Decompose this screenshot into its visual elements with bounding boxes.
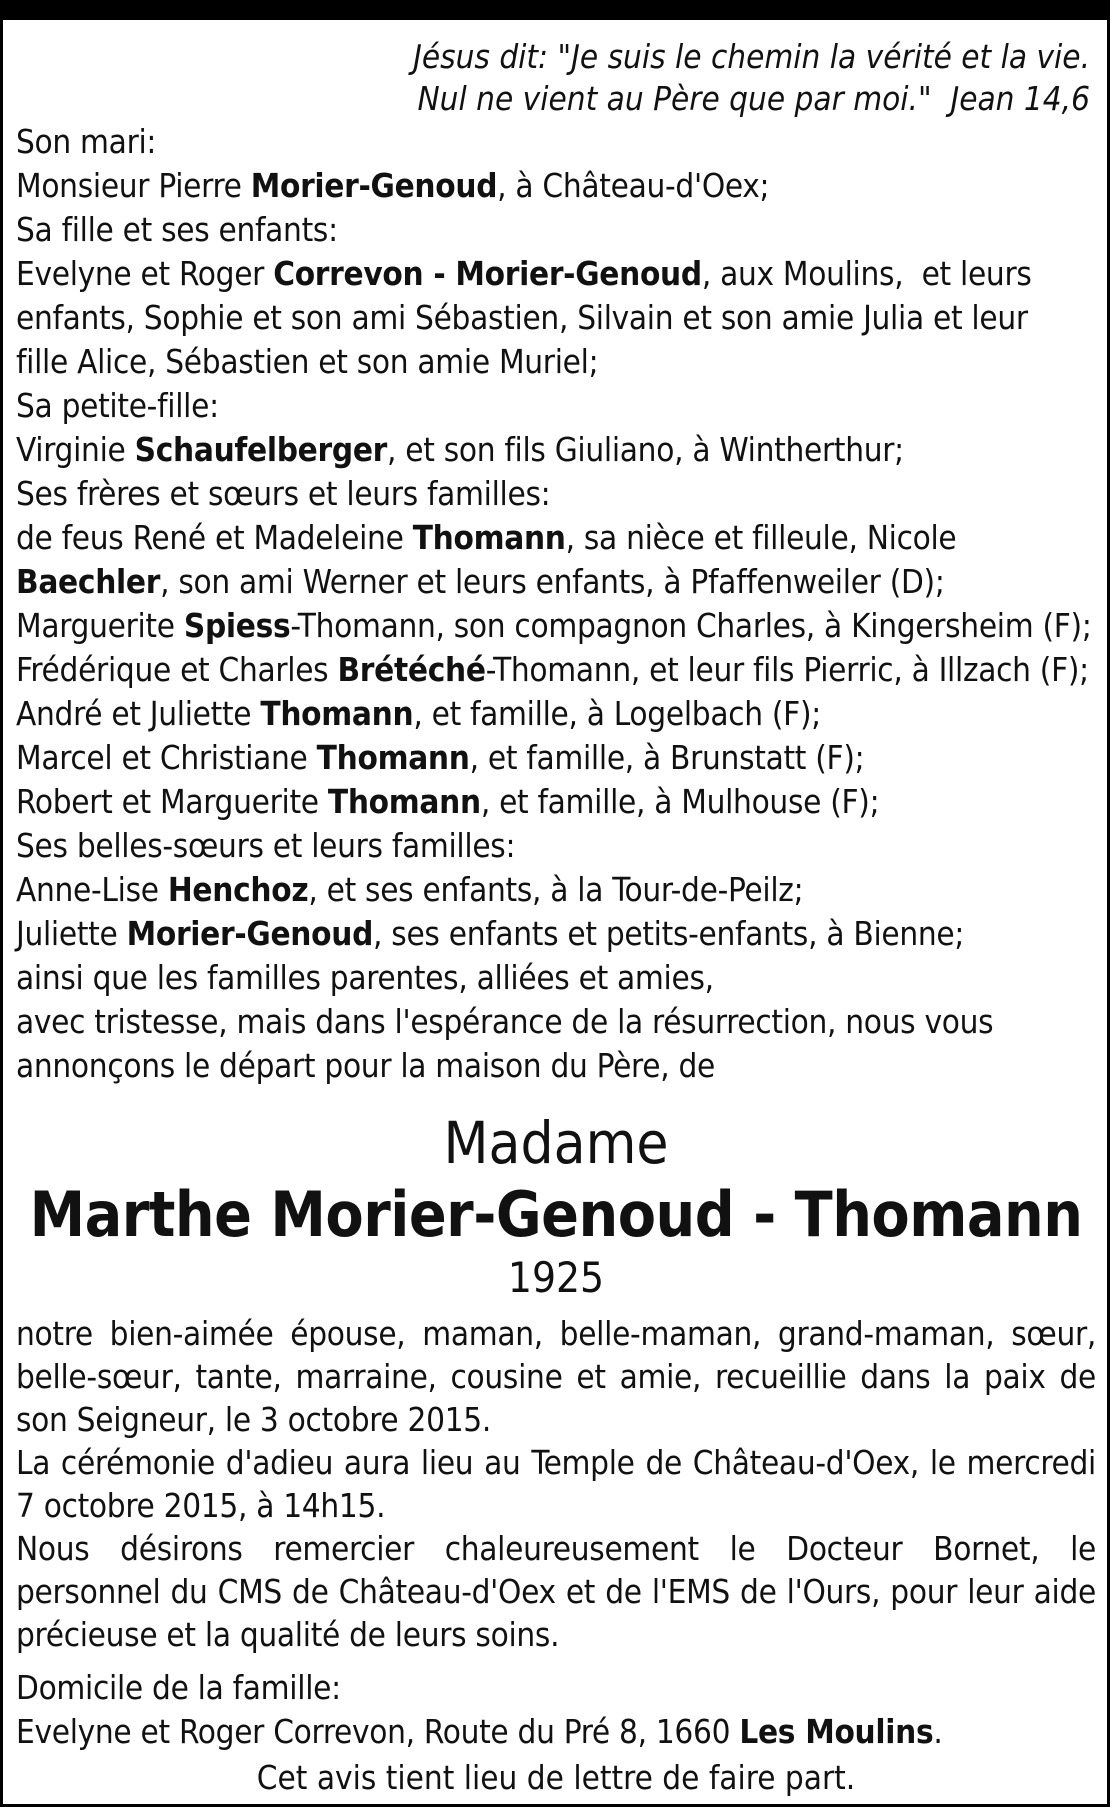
text: Juliette (16, 914, 127, 953)
deceased-name: Marthe Morier-Genoud - Thomann (29, 1178, 1083, 1251)
deceased-title: Madame (443, 1109, 669, 1177)
surname: Morier-Genoud (126, 914, 374, 953)
surname: Schaufelberger (134, 430, 388, 469)
family-line (16, 736, 1096, 780)
family-line (16, 692, 1096, 736)
family-line (16, 604, 1096, 648)
text: , et famille, à Logelbach (F); (413, 694, 821, 733)
surname: Brétéché (337, 650, 486, 689)
family-line: Son mari: (16, 122, 157, 161)
surname: Thomann (316, 738, 470, 777)
family-line (16, 516, 1096, 560)
family-line (16, 648, 1096, 692)
bible-quote (16, 36, 1096, 120)
family-line (16, 164, 1096, 208)
footer-note: Cet avis tient lieu de lettre de faire part. (256, 1758, 856, 1797)
surname: Thomann (412, 518, 566, 557)
quote-line-1: Jésus dit: "Je suis le chemin la vérité et la vie. (413, 37, 1090, 76)
text: , et famille, à Mulhouse (F); (480, 782, 880, 821)
text: Virginie (16, 430, 135, 469)
paragraph-thanks: Nous désirons remercier chaleureusement le Docteur Bornet, le personnel du CMS de Château-d'Oex et de l'EMS de l'Ours, pour leur aide précieuse et la qualité de leurs soins. (16, 1529, 1096, 1654)
text: Robert et Marguerite (16, 782, 328, 821)
domicile-label: Domicile de la famille: (16, 1668, 341, 1707)
surname: Baechler (16, 562, 161, 601)
paragraph-ceremony: La cérémonie d'adieu aura lieu au Temple de Château-d'Oex, le mercredi 7 octobre 2015, à 14h15. (16, 1443, 1096, 1525)
family-line: ainsi que les familles parentes, alliées et amies, (16, 958, 714, 997)
text: Anne-Lise (16, 870, 168, 909)
family-line: Ses frères et sœurs et leurs familles: (16, 474, 551, 513)
text: , et ses enfants, à la Tour-de-Peilz; (308, 870, 804, 909)
family-line (16, 428, 1096, 472)
address-text: Evelyne et Roger Correvon, Route du Pré 8, 1660 (16, 1712, 740, 1751)
family-line: enfants, Sophie et son ami Sébastien, Silvain et son amie Julia et leur (16, 298, 1028, 337)
text: André et Juliette (16, 694, 261, 733)
address-place: Les Moulins (739, 1712, 934, 1751)
domicile-address (16, 1710, 1096, 1754)
domicile-block (16, 1666, 1096, 1754)
family-line: avec tristesse, mais dans l'espérance de la résurrection, nous vous (16, 1002, 994, 1041)
text: , et famille, à Brunstatt (F); (469, 738, 865, 777)
family-line (16, 252, 1096, 296)
family-line: Sa fille et ses enfants: (16, 210, 338, 249)
text: , à Château-d'Oex; (497, 166, 770, 205)
text: , aux Moulins, et leurs (701, 254, 1032, 293)
deceased-year: 1925 (507, 1253, 605, 1302)
surname: Spiess (183, 606, 291, 645)
family-line: annonçons le départ pour la maison du Père, de (16, 1046, 715, 1085)
surname: Thomann (260, 694, 414, 733)
notice-content (16, 36, 1096, 1800)
text: -Thomann, et leur fils Pierric, à Illzach (F); (485, 650, 1089, 689)
surname: Thomann (327, 782, 481, 821)
family-line (16, 868, 1096, 912)
family-line: Sa petite-fille: (16, 386, 219, 425)
surname: Henchoz (167, 870, 309, 909)
address-end: . (933, 1712, 943, 1751)
spacer (16, 1656, 1096, 1666)
text: Monsieur Pierre (16, 166, 251, 205)
surname: Correvon - Morier-Genoud (273, 254, 702, 293)
surname: Morier-Genoud (250, 166, 498, 205)
family-list (16, 120, 1096, 1088)
family-line (16, 912, 1096, 956)
text: Evelyne et Roger (16, 254, 274, 293)
text: , et son fils Giuliano, à Wintherthur; (387, 430, 904, 469)
top-border (0, 0, 1110, 20)
text: , sa nièce et filleule, Nicole (565, 518, 957, 557)
text: Marcel et Christiane (16, 738, 317, 777)
text: Marguerite (16, 606, 184, 645)
text: -Thomann, son compagnon Charles, à Kingersheim (F); (290, 606, 1092, 645)
family-line (16, 780, 1096, 824)
text: , son ami Werner et leurs enfants, à Pfaffenweiler (D); (160, 562, 945, 601)
text: , ses enfants et petits-enfants, à Bienne; (373, 914, 965, 953)
family-line: Ses belles-sœurs et leurs familles: (16, 826, 516, 865)
quote-line-2: Nul ne vient au Père que par moi." Jean 14,6 (417, 79, 1090, 118)
text: Frédérique et Charles (16, 650, 338, 689)
text: de feus René et Madeleine (16, 518, 413, 557)
family-line: fille Alice, Sébastien et son amie Muriel; (16, 342, 599, 381)
family-line (16, 560, 1096, 604)
left-border (0, 0, 3, 1807)
paragraph-tribute: notre bien-aimée épouse, maman, belle-maman, grand-maman, sœur, belle-sœur, tante, marraine, cousine et amie, recueillie dans la paix de son Seigneur, le 3 octobre 2015. (16, 1314, 1096, 1439)
